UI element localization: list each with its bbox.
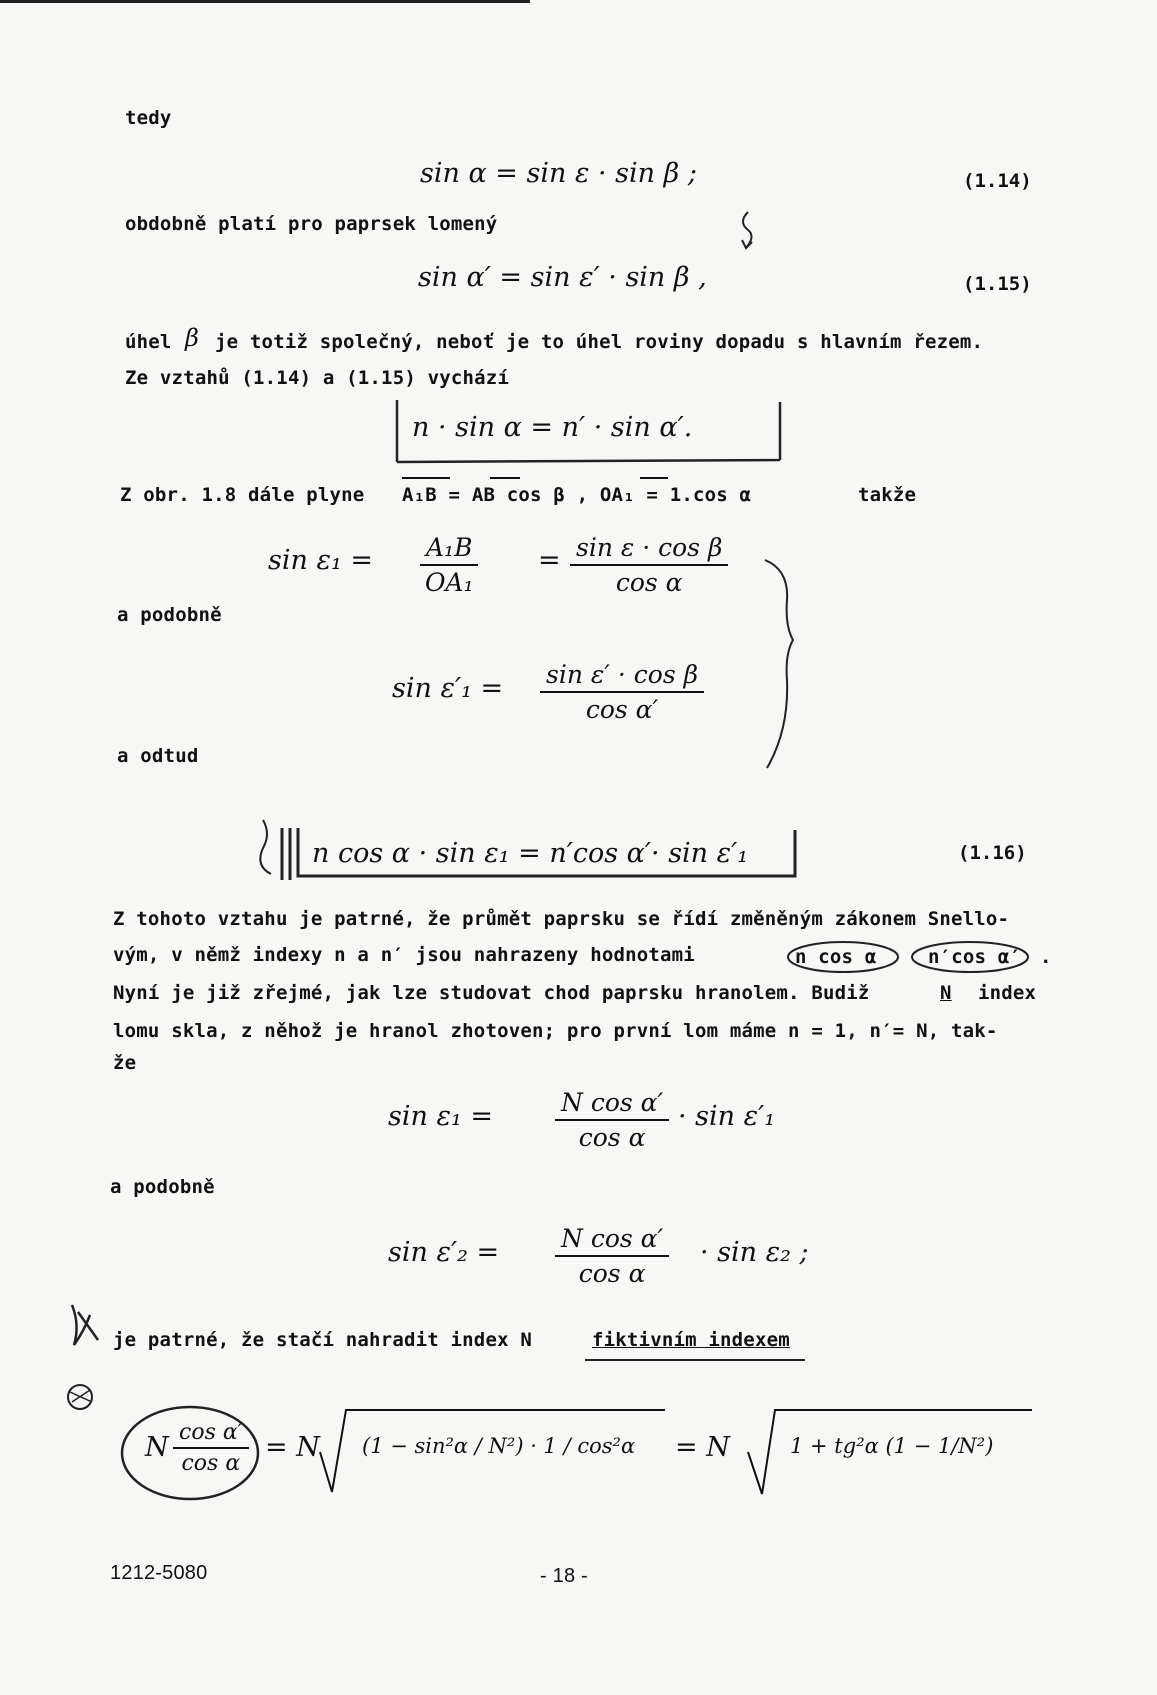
equation-1-15: sin α′ = sin ε′ · sin β ,: [418, 262, 707, 293]
final-N: N: [145, 1432, 169, 1463]
paragraph-line-5: že: [113, 1052, 137, 1074]
sin-e2-lhs: sin ε′₂ =: [388, 1237, 500, 1268]
equation-1-16: n cos α · sin ε₁ = n′cos α′· sin ε′₁: [312, 838, 749, 869]
equation-number-1-15: (1.15): [963, 273, 1032, 295]
equation-1-14: sin α = sin ε · sin β ;: [420, 158, 697, 189]
line-uhel-rest: je totiž společný, neboť je to úhel roviny dopadu s hlavním řezem.: [215, 331, 984, 353]
fraction-4-denominator: cos α: [578, 1123, 646, 1152]
final-equals-2: = N: [675, 1432, 730, 1463]
final-fraction-numerator: cos α′: [173, 1420, 249, 1449]
final-root-1: (1 − sin²α / N²) · 1 / cos²α: [362, 1434, 636, 1458]
final-root-2: 1 + tg²α (1 − 1/N²): [790, 1434, 994, 1458]
line-uhel-start: úhel: [125, 331, 172, 353]
line-a-podobne-2: a podobně: [110, 1176, 215, 1198]
paragraph-line-4: lomu skla, z něhož je hranol zhotoven; pro první lom máme n = 1, n′= N, tak-: [113, 1020, 998, 1042]
line-a-podobne-1: a podobně: [117, 604, 222, 626]
line-obdobne: obdobně platí pro paprsek lomený: [125, 213, 498, 235]
line-takze: takže: [858, 484, 917, 506]
circled-np-cos-ap: n′cos α′: [928, 946, 1022, 968]
tail-5: · sin ε₂ ;: [700, 1237, 809, 1268]
footer-code: 1212-5080: [110, 1562, 208, 1584]
paragraph-line-2: vým, v němž indexy n a n′ jsou nahrazeny hodnotami: [113, 944, 695, 966]
circled-n-cos-a: n cos α: [795, 946, 877, 968]
line-ze-vztahu: Ze vztahů (1.14) a (1.15) vychází: [125, 367, 510, 389]
footer-page-number: - 18 -: [540, 1565, 588, 1587]
paragraph-line-3-N: N: [940, 982, 952, 1004]
fraction-2-numerator: sin ε · cos β: [570, 533, 728, 566]
fraction-5-denominator: cos α: [578, 1259, 646, 1288]
tail-4: · sin ε′₁: [678, 1101, 776, 1132]
fraction-1-denominator: OA₁: [424, 568, 474, 597]
fraction-4-numerator: N cos α′: [555, 1088, 669, 1121]
fraction-3-numerator: sin ε′ · cos β: [540, 660, 704, 693]
paragraph-line-2-period: .: [1040, 946, 1052, 968]
line-a-odtud: a odtud: [117, 745, 199, 767]
paragraph-line-1: Z tohoto vztahu je patrné, že průmět paprsku se řídí změněným zákonem Snello-: [113, 908, 1010, 930]
ab-expression: A₁B = AB cos β , OA₁ = 1.cos α: [402, 484, 752, 506]
sin-e1-b-lhs: sin ε₁ =: [388, 1101, 493, 1132]
final-equals-1: = N: [265, 1432, 320, 1463]
fraction-3-denominator: cos α′: [585, 695, 659, 724]
paragraph-line-3: Nyní je již zřejmé, jak lze studovat chod paprsku hranolem. Budiž: [113, 982, 870, 1004]
equation-number-1-16: (1.16): [958, 842, 1027, 864]
fiktivnim-indexem: fiktivním indexem: [592, 1329, 790, 1351]
sin-e1p-lhs: sin ε′₁ =: [392, 673, 504, 704]
line-je-patrne: je patrné, že stačí nahradit index N: [113, 1329, 533, 1351]
final-fraction-denominator: cos α: [181, 1451, 241, 1476]
sin-e1-lhs: sin ε₁ =: [268, 545, 373, 576]
equation-snell: n · sin α = n′ · sin α′.: [412, 412, 693, 443]
fraction-2-denominator: cos α: [615, 568, 683, 597]
beta-symbol: β: [185, 324, 199, 352]
line-z-obr: Z obr. 1.8 dále plyne: [120, 484, 365, 506]
paragraph-line-3-end: index: [978, 982, 1037, 1004]
line-tedy: tedy: [125, 107, 172, 129]
equals-sign-1: =: [538, 545, 561, 576]
fraction-1-numerator: A₁B: [420, 533, 478, 566]
equation-number-1-14: (1.14): [963, 170, 1032, 192]
fraction-5-numerator: N cos α′: [555, 1224, 669, 1257]
